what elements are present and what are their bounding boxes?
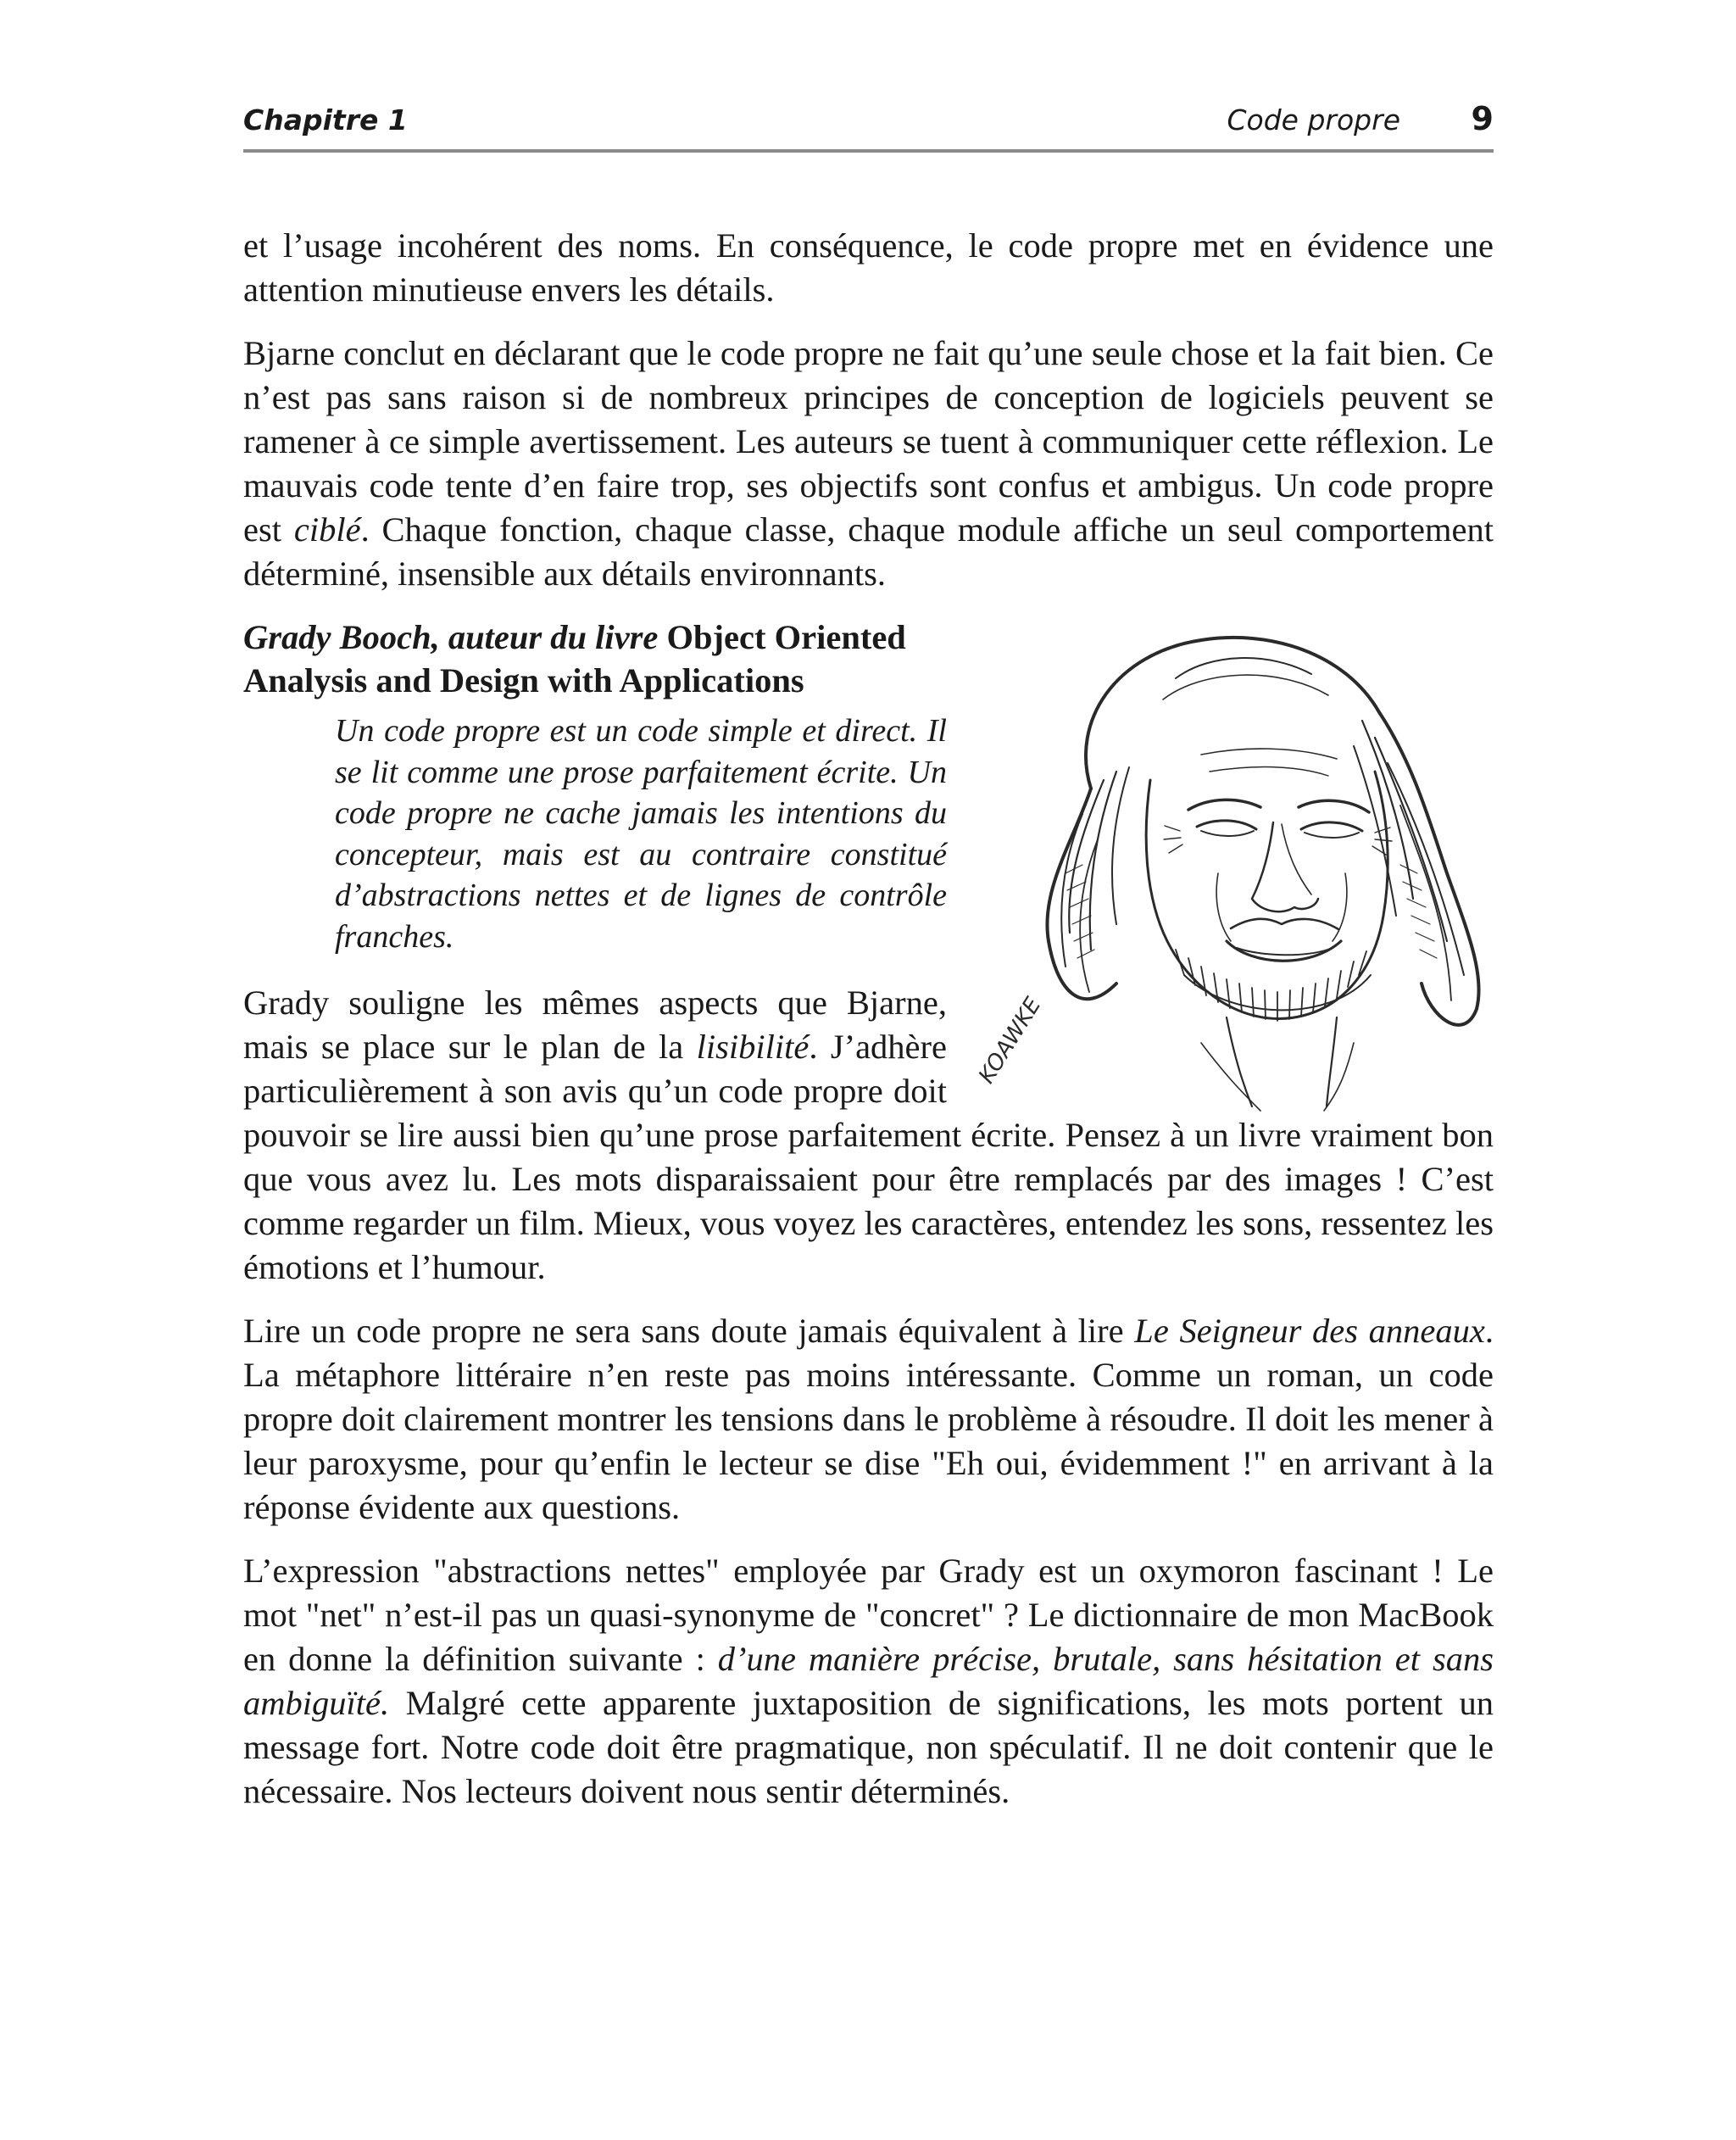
paragraph-3-text-a: Grady souligne les mêmes aspects que Bjarne, mais se place sur le plan de la: [243, 984, 947, 1066]
paragraph-3-emphasis: lisibilité: [696, 1028, 810, 1066]
paragraph-2-text-a: Bjarne conclut en déclarant que le code propre ne fait qu’une seule chose et la fait bien. Ce n’est pas sans raison si de nombreux principes de conception de logiciels peuvent se ramener à ce simple avertissement. Les auteurs se tuent à communiquer cette réflexion. Le mauvais code tente d’en faire trop, ses objectifs sont confus et ambigus. Un code propre est: [243, 334, 1494, 549]
paragraph-1: [243, 224, 1494, 312]
paragraph-4-text-a: Lire un code propre ne sera sans doute jamais équivalent à lire: [243, 1312, 1135, 1350]
paragraph-3-text-b: . J’adhère particulièrement à son avis qu’un code propre doit pouvoir se lire aussi bien qu’une prose parfaitement écrite. Pensez à un livre vraiment bon que vous avez lu. Les mots disparaissaient pour être remplacés par des images ! C’est comme regarder un film. Mieux, vous voyez les caractères, entendez les sons, ressentez les émotions et l’humour.: [243, 1028, 1494, 1286]
portrait-illustration: [973, 619, 1494, 1119]
section-title: Code propre: [1227, 103, 1400, 137]
paragraph-4: [243, 1309, 1494, 1530]
paragraph-5-emphasis: d’une manière précise, brutale, sans hésitation et sans ambiguïté.: [243, 1640, 1494, 1722]
paragraph-5-text-b: Malgré cette apparente juxtaposition de significations, les mots portent un message fort. Notre code doit être pragmatique, non spéculatif. Il ne doit contenir que le nécessaire. Nos lecteurs doivent nous sentir déterminés.: [243, 1684, 1494, 1810]
running-header: [243, 100, 1494, 151]
paragraph-2-emphasis: ciblé: [293, 510, 361, 549]
paragraph-2: [243, 332, 1494, 596]
paragraph-4-text-b: . La métaphore littéraire n’en reste pas moins intéressante. Comme un roman, un code propre doit clairement montrer les tensions dans le problème à résoudre. Il doit les mener à leur paroxysme, pour qu’enfin le lecteur se dise "Eh oui, évidemment !" en arrivant à la réponse évidente aux questions.: [243, 1312, 1494, 1526]
booch-quote: Un code propre est un code simple et direct. Il se lit comme une prose parfaitement écrite. Un code propre ne cache jamais les intentions du concepteur, mais est au contraire constitué d’abstractions nettes et de lignes de contrôle franches.: [335, 713, 947, 955]
paragraph-5: [243, 1549, 1494, 1814]
header-rule: [243, 149, 1494, 153]
svg-text:KOAWKE: KOAWKE: [973, 993, 1047, 1089]
body-text: [243, 224, 1494, 1833]
paragraph-5-text-a: L’expression "abstractions nettes" employée par Grady est un oxymoron fascinant ! Le mot "net" n’est-il pas un quasi-synonyme de "concret" ? Le dictionnaire de mon MacBook en donne la définition suivante :: [243, 1552, 1494, 1678]
speaker-book-title: Object Oriented Analysis and Design with Applications: [243, 618, 906, 699]
speaker-heading: [243, 616, 947, 702]
chapter-label: Chapitre 1: [243, 103, 408, 137]
paragraph-4-emphasis: Le Seigneur des anneaux: [1134, 1312, 1485, 1350]
speaker-name: Grady Booch, auteur du livre: [243, 618, 667, 656]
page-number: 9: [1471, 100, 1494, 137]
paragraph-1-text: et l’usage incohérent des noms. En conséquence, le code propre met en évidence une attention minutieuse envers les détails.: [243, 226, 1494, 309]
paragraph-2-text-b: . Chaque fonction, chaque classe, chaque module affiche un seul comportement déterminé, insensible aux détails environnants.: [243, 510, 1494, 593]
